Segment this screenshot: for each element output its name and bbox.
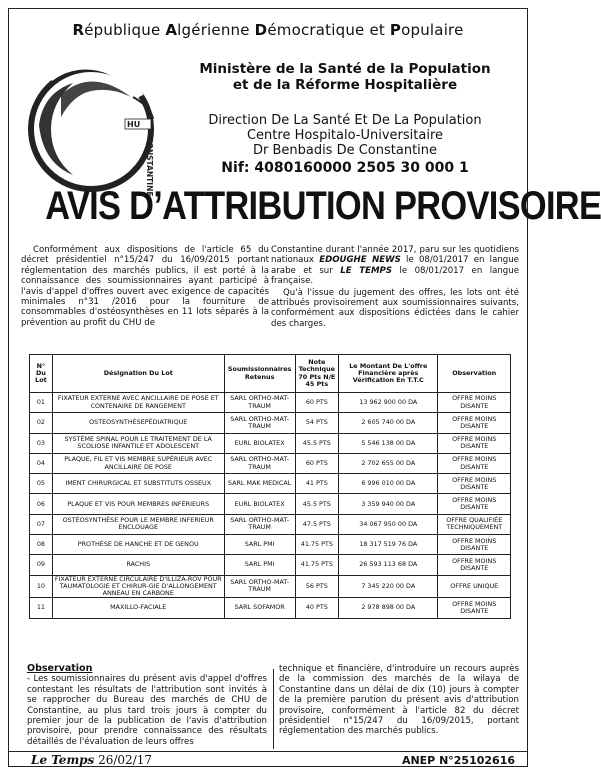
republic-word-5: Populaire bbox=[389, 21, 464, 39]
ministry-line-2: et de la Réforme Hospitalière bbox=[232, 77, 458, 93]
soumissionnaire-cell: SARL ORTHO-MAT-TRAUM bbox=[224, 514, 295, 534]
chu-constantine-logo-icon bbox=[21, 57, 171, 195]
ministry-heading bbox=[171, 61, 519, 93]
designation-cell: OSTEOSYNTHÈSEPÉDIATRIQUE bbox=[52, 413, 224, 433]
soumissionnaire-cell: SARL MAK MEDICAL bbox=[224, 474, 295, 494]
republic-word-4: et bbox=[369, 21, 390, 39]
lot-number-cell: 08 bbox=[30, 535, 53, 555]
direction-block bbox=[171, 113, 519, 158]
note-cell: 40 PTS bbox=[295, 598, 338, 618]
observation-title: Observation bbox=[27, 663, 93, 674]
table-row bbox=[30, 555, 511, 575]
republic-word-3: Démocratique bbox=[254, 21, 370, 39]
note-cell: 47.5 PTS bbox=[295, 514, 338, 534]
observation-cell: OFFRE MOINS DISANTE bbox=[438, 433, 511, 453]
header-lot-number: N° Du Lot bbox=[30, 355, 53, 393]
footer-bar bbox=[9, 751, 527, 768]
note-cell: 41.75 PTS bbox=[295, 555, 338, 575]
header-observation: Observation bbox=[438, 355, 511, 393]
lot-number-cell: 10 bbox=[30, 575, 53, 598]
lot-number-cell: 06 bbox=[30, 494, 53, 514]
observation-cell: OFFRE MOINS DISANTE bbox=[438, 413, 511, 433]
table-row bbox=[30, 413, 511, 433]
observation-left-column bbox=[27, 664, 267, 747]
header-soumissionnaires: Soumissionnaires Retenus bbox=[224, 355, 295, 393]
table-row bbox=[30, 393, 511, 413]
montant-cell: 34 067 950 00 DA bbox=[339, 514, 438, 534]
header-montant: Le Montant De L'offre Financière après Vérification En T.T.C bbox=[339, 355, 438, 393]
table-row bbox=[30, 453, 511, 473]
intro-right-column bbox=[271, 245, 519, 330]
newspaper-credit: Le Temps 26/02/17 bbox=[31, 753, 153, 767]
lots-table bbox=[29, 354, 511, 619]
observation-cell: OFFRE MOINS DISANTE bbox=[438, 474, 511, 494]
logo-city: CONSTANTINE bbox=[145, 137, 154, 197]
intro-left-column bbox=[21, 245, 269, 329]
intro-right-paragraph-1: Constantine durant l'année 2017, paru sur les quotidiens nationaux EDOUGHE NEWS le 08/01/2017 en langue arabe et sur LE TEMPS le 08/01/2017 en langue française. bbox=[271, 245, 519, 287]
note-cell: 41 PTS bbox=[295, 474, 338, 494]
anep-number: ANEP N°25102616 bbox=[401, 754, 515, 767]
designation-cell: IMENT CHIRURGICAL ET SUBSTITUTS OSSEUX bbox=[52, 474, 224, 494]
designation-cell: PLAQUE, FIL ET VIS MEMBRE SUPÉRIEUR AVEC ANCILLAIRE DE POSE bbox=[52, 453, 224, 473]
note-cell: 41.75 PTS bbox=[295, 535, 338, 555]
soumissionnaire-cell: SARL ORTHO-MAT-TRAUM bbox=[224, 575, 295, 598]
montant-cell: 26 593 113 68 DA bbox=[339, 555, 438, 575]
lot-number-cell: 01 bbox=[30, 393, 53, 413]
designation-cell: MAXILLO-FACIALE bbox=[52, 598, 224, 618]
lot-number-cell: 03 bbox=[30, 433, 53, 453]
montant-cell: 5 546 138 00 DA bbox=[339, 433, 438, 453]
table-row bbox=[30, 514, 511, 534]
montant-cell: 13 962 900 00 DA bbox=[339, 393, 438, 413]
observation-cell: OFFRE MOINS DISANTE bbox=[438, 393, 511, 413]
observation-right-column bbox=[279, 664, 519, 737]
observation-cell: OFFRE MOINS DISANTE bbox=[438, 555, 511, 575]
designation-cell: PLAQUE ET VIS POUR MEMBRES INFÉRIEURS bbox=[52, 494, 224, 514]
republic-word-2: Algérienne bbox=[165, 21, 255, 39]
soumissionnaire-cell: EURL BIOLATEX bbox=[224, 433, 295, 453]
lot-number-cell: 02 bbox=[30, 413, 53, 433]
montant-cell: 2 605 740 00 DA bbox=[339, 413, 438, 433]
designation-cell: RACHIS bbox=[52, 555, 224, 575]
montant-cell: 6 996 010 00 DA bbox=[339, 474, 438, 494]
montant-cell: 7 345 220 00 DA bbox=[339, 575, 438, 598]
note-cell: 56 PTS bbox=[295, 575, 338, 598]
observation-divider bbox=[273, 669, 274, 749]
intro-right-paragraph-2: Qu'à l'issue du jugement des offres, les lots ont été attribués provisoirement aux soumissionnaires suivants, conformément aux dispositions édictées dans le cahier des charges. bbox=[271, 287, 519, 329]
designation-cell: FIXATEUR EXTERNE AVEC ANCILLAIRE DE POSE ET CONTENAIRE DE RANGEMENT bbox=[52, 393, 224, 413]
direction-line-1: Direction De La Santé Et De La Population bbox=[208, 113, 482, 128]
lot-number-cell: 07 bbox=[30, 514, 53, 534]
observation-cell: OFFRE QUALIFIÉE TECHNIQUEMENT bbox=[438, 514, 511, 534]
nif-number: Nif: 4080160000 2505 30 000 1 bbox=[221, 160, 469, 176]
soumissionnaire-cell: SARL ORTHO-MAT-TRAUM bbox=[224, 413, 295, 433]
soumissionnaire-cell: EURL BIOLATEX bbox=[224, 494, 295, 514]
lot-number-cell: 04 bbox=[30, 453, 53, 473]
lot-number-cell: 05 bbox=[30, 474, 53, 494]
soumissionnaire-cell: SARL PMI bbox=[224, 555, 295, 575]
lot-number-cell: 09 bbox=[30, 555, 53, 575]
table-row bbox=[30, 575, 511, 598]
logo-initials: HU bbox=[127, 120, 141, 129]
montant-cell: 3 359 940 00 DA bbox=[339, 494, 438, 514]
soumissionnaire-cell: SARL ORTHO-MAT-TRAUM bbox=[224, 453, 295, 473]
observation-cell: OFFRE MOINS DISANTE bbox=[438, 598, 511, 618]
intro-left-paragraph: Conformément aux dispositions de l'article 65 du décret présidentiel n°15/247 du 16/09/2015 portant réglementation des marchés publics, il est porté à la connaissance des soumissionnaires ayant participé à l'avis d'appel d'offres ouvert avec exigence de capacités minimales n°31 /2016 pour la fourniture de consommables d'ostéosynthèses en 11 lots séparés à la prévention au profit du CHU de bbox=[21, 245, 269, 328]
observation-cell: OFFRE MOINS DISANTE bbox=[438, 535, 511, 555]
table-row bbox=[30, 598, 511, 618]
soumissionnaire-cell: SARL SOFAMOR bbox=[224, 598, 295, 618]
direction-line-2: Centre Hospitalo-Universitaire bbox=[246, 128, 444, 143]
lot-number-cell: 11 bbox=[30, 598, 53, 618]
header-note: Note Technique 70 Pts N/E 45 Pts bbox=[295, 355, 338, 393]
republic-word-1: République bbox=[72, 21, 166, 39]
designation-cell: FIXATEUR EXTERNE CIRCULAIRE D'ILLIZA-ROV POUR TAUMATOLOGIE ET CHIRUR-GIE D'ALLONGEMENT ANNEAU EN CARBONE bbox=[52, 575, 224, 598]
note-cell: 60 PTS bbox=[295, 393, 338, 413]
designation-cell: SYSTÈME SPINAL POUR LE TRAITEMENT DE LA SCOLIOSE INFANTILE ET ADOLESCENT bbox=[52, 433, 224, 453]
designation-cell: PROTHÈSE DE HANCHE ET DE GENOU bbox=[52, 535, 224, 555]
observation-cell: OFFRE MOINS DISANTE bbox=[438, 494, 511, 514]
ministry-line-1: Ministère de la Santé de la Population bbox=[199, 61, 491, 77]
soumissionnaire-cell: SARL PMI bbox=[224, 535, 295, 555]
designation-cell: OSTÉOSYNTHÈSE POUR LE MEMBRE INFERIEUR ENCLOUAGE bbox=[52, 514, 224, 534]
notice-title: AVIS D’ATTRIBUTION PROVISOIRE bbox=[45, 184, 601, 228]
table-row bbox=[30, 433, 511, 453]
note-cell: 54 PTS bbox=[295, 413, 338, 433]
direction-line-3: Dr Benbadis De Constantine bbox=[252, 143, 438, 158]
note-cell: 60 PTS bbox=[295, 453, 338, 473]
observation-cell: OFFRE UNIQUE bbox=[438, 575, 511, 598]
note-cell: 45.5 PTS bbox=[295, 433, 338, 453]
table-row bbox=[30, 474, 511, 494]
table-row bbox=[30, 535, 511, 555]
observation-right-text: technique et financière, d'introduire un recours auprès de la commission des marchés de la wilaya de Constantine dans un délai de dix (10) jours à compter de la première parution du présent avis d'attribution provisoire, conformément à l'article 82 du décret présidentiel n°15/247 du 16/09/2015, portant réglementation des marchés publics. bbox=[279, 664, 519, 737]
montant-cell: 2 978 898 00 DA bbox=[339, 598, 438, 618]
table-header-row bbox=[30, 355, 511, 393]
table-row bbox=[30, 494, 511, 514]
republic-header bbox=[9, 21, 527, 39]
header-designation: Désignation Du Lot bbox=[52, 355, 224, 393]
note-cell: 45.5 PTS bbox=[295, 494, 338, 514]
montant-cell: 18 317 519 76 DA bbox=[339, 535, 438, 555]
notice-page bbox=[8, 8, 601, 767]
soumissionnaire-cell: SARL ORTHO-MAT-TRAUM bbox=[224, 393, 295, 413]
observation-cell: OFFRE MOINS DISANTE bbox=[438, 453, 511, 473]
observation-left-text: - Les soumissionnaires du présent avis d'appel d'offres contestant les résultats de l'attribution sont invités à se rapprocher du Bureau des marchés de CHU de Constantine, au plus tard trois jours à compter du premier jour de la publication de l'avis d'attribution provisoire, pour prendre connaissance des résultats détaillés de l'évaluation de leurs offres bbox=[27, 674, 267, 747]
montant-cell: 2 702 655 00 DA bbox=[339, 453, 438, 473]
